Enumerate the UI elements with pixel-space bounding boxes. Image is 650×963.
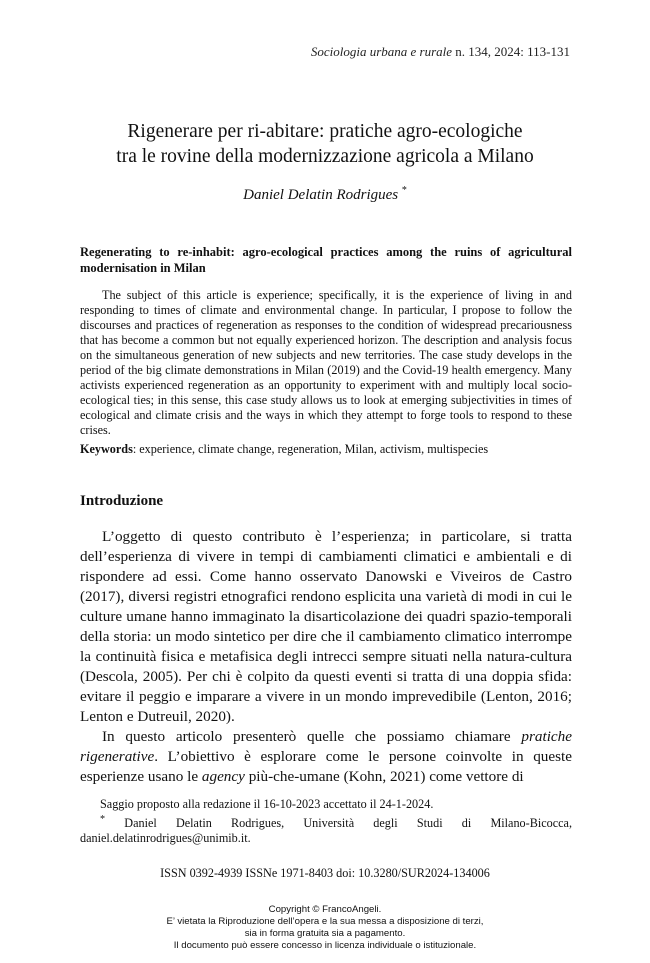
keywords-label: Keywords [80, 442, 133, 456]
author-name: Daniel Delatin Rodrigues [243, 187, 399, 203]
p2-text-2: . L’obiettivo è esplorare come le persone coinvolte in queste esperienze usano le [80, 748, 572, 785]
issn-line: ISSN 0392-4939 ISSNe 1971-8403 doi: 10.3280/SUR2024-134006 [160, 866, 490, 880]
p2-italic-2: agency [201, 768, 245, 785]
footnote-affiliation [80, 812, 572, 846]
p2-text-3: più-che-umane (Kohn, 2021) come vettore di [244, 768, 524, 785]
section-heading: Introduzione [80, 493, 164, 509]
affiliation-text: Daniel Delatin Rodrigues, Università degli Studi di Milano-Bicocca, daniel.delatinrodrigues@unimib.it. [80, 816, 572, 846]
body-paragraph-1: L’oggetto di questo contributo è l’esperienza; in particolare, si tratta dell’esperienza di vivere in tempi di cambiamenti climatici e ambientali e di rispondere ad essi. Come hanno osservato Danowski e Viveiros de Castro (2017), diversi registri etnografici rendono esplicita una varietà di modi in cui le culture umane hanno immaginato la disarticolazione dei quadri spazio-temporali della storia: un modo sintetico per dire che il cambiamento climatico interrompe la continuità fisica e metafisica degli intrecci sempre situati nella natura-cultura (Descola, 2005). Per chi è colpito da questi eventi si tratta di una doppia sfida: evitare il peggio e imparare a vivere in un mondo imprevedibile (Lenton, 2016; Lenton e Dutreuil, 2020). [80, 528, 572, 725]
abstract: The subject of this article is experience; specifically, it is the experience of living in and responding to times of climate and environmental change. In particular, I propose to follow the discourses and practices of regeneration as responses to the condition of widespread precariousness that has become a common but not equally experienced horizon. The description and analysis focus on the simultaneous generation of new subjects and new territories. The case study develops in the period of the big climate demonstrations in Milan (2019) and the Covid-19 health emergency. Many activists experienced regeneration as an opportunity to experiment with and multiply local socio-ecological ties; in this sense, this case study allows us to look at emerging subjectivities in times of ecological and climate crisis and the ways in which they attempt to forge tools to respond to these crises. [80, 288, 572, 437]
keywords-list: : experience, climate change, regeneration, Milan, activism, multispecies [132, 442, 489, 456]
body-text [80, 527, 572, 787]
p2-italic-1: pratiche rigenerative [80, 728, 572, 765]
body-paragraph-2 [80, 727, 572, 787]
copyright-line-2: E’ vietata la Riproduzione dell’opera e la sua messa a disposizione di terzi, [166, 916, 484, 927]
journal-name: Sociologia urbana e rurale [310, 44, 453, 59]
footnotes [80, 797, 572, 846]
copyright-line-1: Copyright © FrancoAngeli. [268, 904, 382, 915]
journal-reference [311, 44, 570, 60]
article-title-line-1: Rigenerare per ri-abitare: pratiche agro-ecologiche [127, 121, 523, 142]
copyright-line-4: Il documento può essere concesso in licenza individuale o istituzionale. [173, 940, 477, 951]
affiliation-mark: * [100, 814, 106, 825]
copyright-notice [0, 904, 650, 952]
p2-text-1: In questo articolo presenterò quelle che possiamo chiamare [102, 728, 522, 745]
footnote-submission: Saggio proposto alla redazione il 16-10-2023 accettato il 24-1-2024. [100, 797, 434, 811]
article-title-line-2: tra le rovine della modernizzazione agricola a Milano [116, 146, 534, 167]
journal-citation: n. 134, 2024: 113-131 [452, 44, 570, 59]
english-title: Regenerating to re-inhabit: agro-ecological practices among the ruins of agricultural modernisation in Milan [80, 245, 572, 275]
author-line [0, 185, 650, 204]
copyright-line-3: sia in forma gratuita sia a pagamento. [244, 928, 406, 939]
article-title [0, 119, 650, 169]
keywords-line [80, 442, 572, 457]
author-footnote-mark: * [401, 185, 407, 196]
